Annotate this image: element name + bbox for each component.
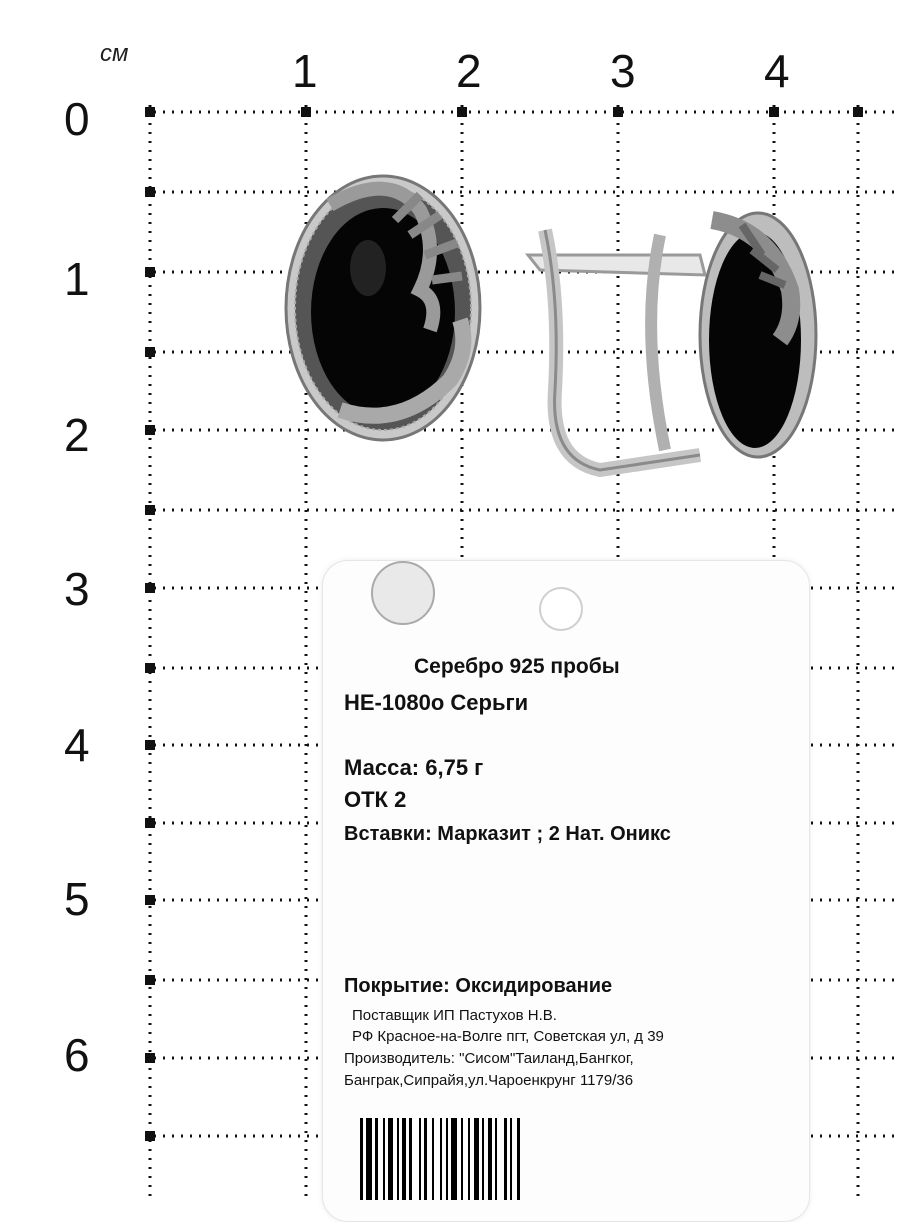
barcode-bar bbox=[432, 1118, 434, 1200]
grid-marker bbox=[145, 1131, 155, 1141]
barcode-bar bbox=[461, 1118, 463, 1200]
grid-marker bbox=[145, 895, 155, 905]
barcode-bar bbox=[397, 1118, 399, 1200]
barcode-bar bbox=[419, 1118, 421, 1200]
barcode-bar bbox=[383, 1118, 385, 1200]
barcode-bar bbox=[504, 1118, 507, 1200]
barcode-bar bbox=[375, 1118, 378, 1200]
barcode-bar bbox=[424, 1118, 427, 1200]
grid-marker bbox=[145, 505, 155, 515]
barcode-bar bbox=[440, 1118, 442, 1200]
left-mark-1: 1 bbox=[64, 253, 90, 305]
tag-hole bbox=[539, 587, 583, 631]
ruler-unit-label: см bbox=[100, 40, 129, 67]
barcode-bar bbox=[402, 1118, 406, 1200]
tag-pin bbox=[371, 561, 435, 625]
barcode-bar bbox=[488, 1118, 492, 1200]
top-mark-4: 4 bbox=[764, 45, 790, 97]
left-mark-5: 5 bbox=[64, 873, 90, 925]
tag-otk: ОТК 2 bbox=[344, 787, 407, 812]
tag-inserts: Вставки: Марказит ; 2 Нат. Оникс bbox=[344, 823, 671, 845]
left-mark-4: 4 bbox=[64, 719, 90, 771]
grid-marker bbox=[145, 187, 155, 197]
barcode-bar bbox=[366, 1118, 372, 1200]
barcode-bar bbox=[468, 1118, 470, 1200]
grid-marker bbox=[145, 425, 155, 435]
barcode-bar bbox=[510, 1118, 512, 1200]
left-mark-6: 6 bbox=[64, 1029, 90, 1081]
tag-supplier-line2: РФ Красное-на-Волге пгт, Советская ул, д 39 bbox=[352, 1028, 664, 1045]
grid-marker bbox=[145, 1053, 155, 1063]
earring-front-view bbox=[286, 176, 480, 440]
grid-marker bbox=[301, 107, 311, 117]
grid-marker bbox=[769, 107, 779, 117]
top-mark-1: 1 bbox=[292, 45, 318, 97]
grid-marker bbox=[145, 663, 155, 673]
tag-metal: Серебро 925 пробы bbox=[414, 655, 620, 678]
barcode-bar bbox=[517, 1118, 520, 1200]
grid-marker bbox=[145, 347, 155, 357]
grid-marker bbox=[613, 107, 623, 117]
tag-maker-line2: Банграк,Сипрайя,ул.Чароенкрунг 1179/36 bbox=[344, 1072, 634, 1089]
barcode-bar bbox=[409, 1118, 412, 1200]
grid-marker bbox=[145, 975, 155, 985]
grid-marker bbox=[145, 818, 155, 828]
barcode-bar bbox=[388, 1118, 393, 1200]
barcode-bar bbox=[474, 1118, 479, 1200]
barcode-bar bbox=[482, 1118, 484, 1200]
top-mark-3: 3 bbox=[610, 45, 636, 97]
barcode-bar bbox=[360, 1118, 363, 1200]
tag-supplier-line1: Поставщик ИП Пастухов Н.В. bbox=[352, 1007, 557, 1024]
tag-article: НЕ-1080о Серьги bbox=[344, 690, 529, 715]
grid-marker bbox=[145, 583, 155, 593]
tag-maker-line1: Производитель: "Сисом"Таиланд,Бангког, bbox=[344, 1050, 634, 1067]
grid-marker bbox=[145, 107, 155, 117]
earring-side-view bbox=[528, 213, 816, 470]
grid-marker bbox=[145, 740, 155, 750]
tag-coating: Покрытие: Оксидирование bbox=[344, 975, 613, 997]
left-mark-3: 3 bbox=[64, 563, 90, 615]
left-mark-0: 0 bbox=[64, 93, 90, 145]
grid-marker bbox=[853, 107, 863, 117]
barcode-bar bbox=[495, 1118, 497, 1200]
grid-marker bbox=[145, 267, 155, 277]
top-mark-2: 2 bbox=[456, 45, 482, 97]
barcode-bar bbox=[451, 1118, 457, 1200]
grid-marker bbox=[457, 107, 467, 117]
left-mark-2: 2 bbox=[64, 409, 90, 461]
barcode-bar bbox=[446, 1118, 448, 1200]
tag-mass: Масса: 6,75 г bbox=[344, 755, 484, 780]
barcode bbox=[360, 1118, 720, 1200]
